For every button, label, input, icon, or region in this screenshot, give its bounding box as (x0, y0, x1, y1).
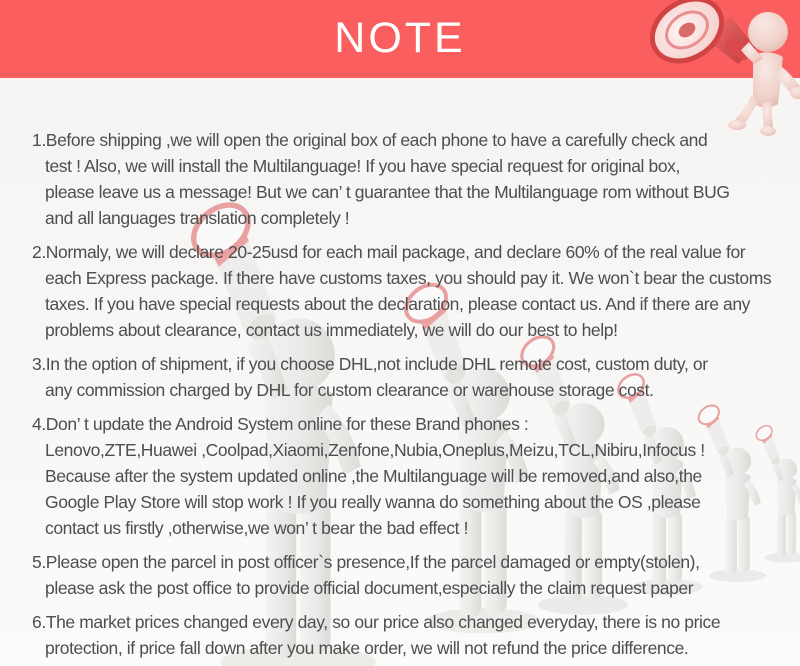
note-line: 6.The market prices changed every day, so our price also changed everyday, there is no price (32, 612, 721, 632)
note-line: taxes. If you have special requests about the declaration, please contact us. And if there are any (45, 294, 751, 314)
note-line: 5.Please open the parcel in post officer`s presence,If the parcel damaged or empty(stolen), (32, 552, 700, 572)
note-line: and all languages translation completely ! (45, 208, 350, 228)
note-line: Because after the system updated online ,the Multilanguage will be removed,and also,the (45, 466, 702, 486)
hero-megaphone-figure (630, 0, 800, 142)
note-line: Lenovo,ZTE,Huawei ,Coolpad,Xiaomi,Zenfone,Nubia,Oneplus,Meizu,TCL,Nibiru,Infocus ! (45, 440, 705, 460)
page-title: NOTE (334, 14, 466, 62)
note-line: please ask the post office to provide official document,especially the claim request paper (45, 578, 694, 598)
note-line: problems about clearance, contact us immediately, we will do our best to help! (45, 320, 618, 340)
note-line: each Express package. If there have customs taxes, you should pay it. We won`t bear the customs (45, 268, 772, 288)
note-line: 3.In the option of shipment, if you choose DHL,not include DHL remote cost, custom duty, or (32, 354, 708, 374)
note-line: test ! Also, we will install the Multilanguage! If you have special request for original box, (45, 156, 680, 176)
note-paragraph (32, 127, 794, 231)
note-line: 1.Before shipping ,we will open the original box of each phone to have a carefully check and (32, 130, 708, 150)
megaphone-icon (641, 0, 756, 74)
note-line: contact us firstly ,otherwise,we won’ t bear the bad effect ! (45, 518, 469, 538)
note-paragraph (32, 239, 794, 343)
notes-list (32, 127, 794, 666)
note-line: Google Play Store will stop work ! If you really wanna do something about the OS ,please (45, 492, 701, 512)
note-line: please leave us a message! But we can’ t guarantee that the Multilanguage rom without BUG (45, 182, 730, 202)
note-paragraph (32, 411, 794, 541)
note-line: protection, if price fall down after you make order, we will not refund the price difference. (45, 638, 689, 658)
note-line: 2.Normaly, we will declare 20-25usd for each mail package, and declare 60% of the real value for (32, 242, 746, 262)
note-line: any commission charged by DHL for custom clearance or warehouse storage cost. (45, 380, 654, 400)
note-paragraph (32, 609, 794, 661)
note-line: 4.Don’ t update the Android System online for these Brand phones : (32, 414, 529, 434)
note-paragraph (32, 549, 794, 601)
note-paragraph (32, 351, 794, 403)
